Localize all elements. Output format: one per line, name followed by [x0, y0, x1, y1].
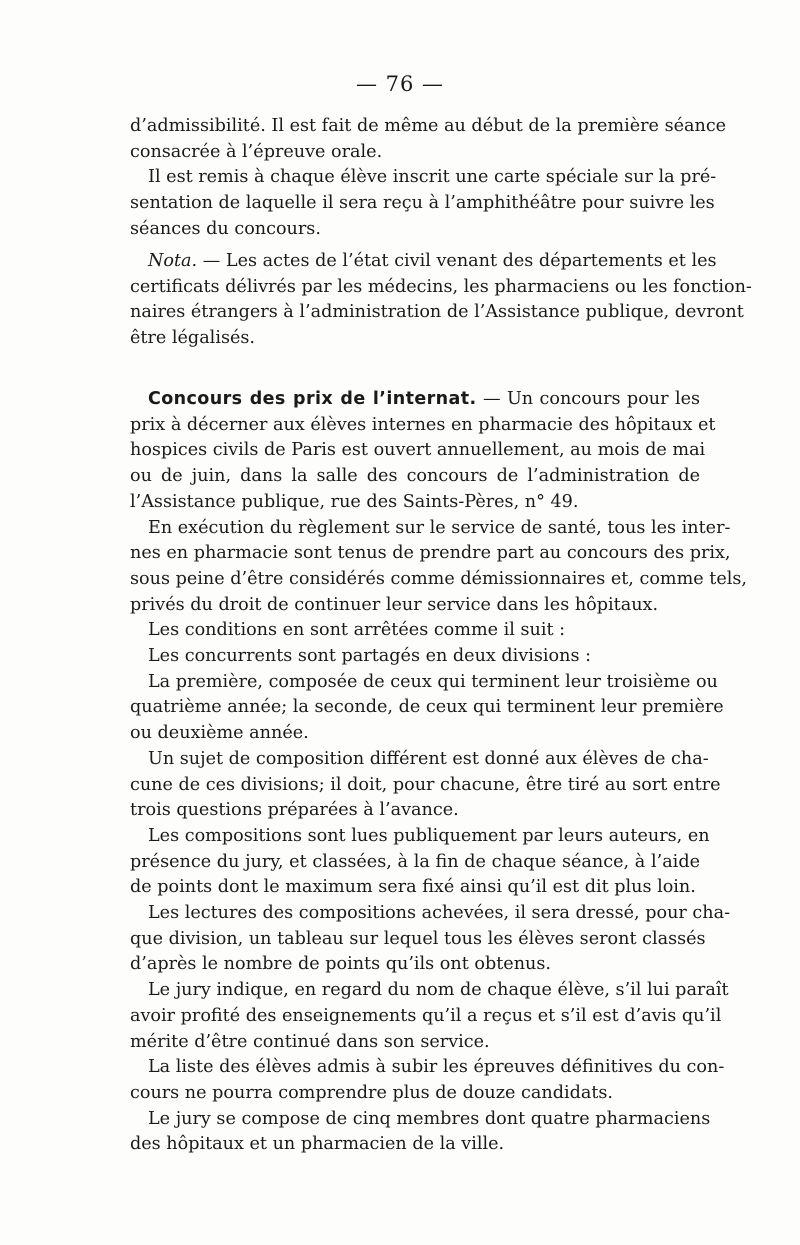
paragraph-admitted-list	[130, 1055, 725, 1106]
text-line: de points dont le maximum sera fixé ainsi qu’il est dit plus loin.	[130, 877, 696, 898]
text-line: trois questions préparées à l’avance.	[130, 800, 459, 821]
section-internat-prizes	[130, 387, 748, 1158]
text-line: quatrième année; la seconde, de ceux qui terminent leur première	[130, 697, 724, 718]
text-line: des hôpitaux et un pharmacien de la ville.	[130, 1134, 505, 1155]
text-line: être légalisés.	[130, 328, 256, 349]
text-line: prix à décerner aux élèves internes en pharmacie des hôpitaux et	[130, 414, 716, 435]
paragraph-reading	[130, 824, 710, 901]
text-line: sous peine d’être considérés comme démissionnaires et, comme tels,	[130, 568, 748, 589]
text-line: Les lectures des compositions achevées, il sera dressé, pour cha-	[148, 903, 731, 924]
text-line: Le jury se compose de cinq membres dont quatre pharmaciens	[148, 1108, 711, 1129]
text-line: Il est remis à chaque élève inscrit une carte spéciale sur la pré-	[148, 167, 717, 188]
paragraph-subject	[130, 747, 721, 824]
text-line: Les compositions sont lues publiquement par leurs auteurs, en	[148, 825, 710, 846]
paragraph-admissibility	[130, 114, 727, 165]
text-line: l’Assistance publique, rue des Saints-Pères, n° 49.	[130, 491, 579, 512]
text-line: hospices civils de Paris est ouvert annuellement, au mois de mai	[130, 440, 706, 461]
text-line: La première, composée de ceux qui terminent leur troisième ou	[148, 671, 718, 692]
text-line: avoir profité des enseignements qu’il a reçus et s’il est d’avis qu’il	[130, 1005, 722, 1026]
section-heading: Concours des prix de l’internat.	[148, 389, 477, 409]
paragraph-obligation	[130, 516, 748, 619]
nota-text	[130, 249, 752, 352]
text-line: Les concurrents sont partagés en deux divisions :	[148, 646, 592, 667]
text-line: nes en pharmacie sont tenus de prendre part au concours des prix,	[130, 543, 731, 564]
text-line: La liste des élèves admis à subir les épreuves définitives du con-	[148, 1057, 725, 1078]
text-line	[130, 387, 700, 413]
paragraph-intro	[130, 387, 716, 516]
text-line: Le jury indique, en regard du nom de chaque élève, s’il lui paraît	[148, 980, 729, 1001]
paragraph-ranking	[130, 901, 731, 978]
text-line	[130, 249, 717, 275]
text-line: présence du jury, et classées, à la fin de chaque séance, à l’aide	[130, 851, 700, 872]
text-line: En exécution du règlement sur le service de santé, tous les inter-	[148, 517, 731, 538]
paragraph-jury-opinion	[130, 978, 729, 1055]
paragraph-first-division	[130, 670, 724, 747]
text-line: d’admissibilité. Il est fait de même au début de la première séance	[130, 116, 727, 136]
text-line: privés du droit de continuer leur service dans les hôpitaux.	[130, 594, 659, 615]
paragraph-jury-composition	[130, 1107, 711, 1158]
heading-continuation: — Un concours pour les	[476, 389, 701, 409]
opening-text	[130, 114, 727, 243]
text-line: d’après le nombre de points qu’ils ont obtenus.	[130, 954, 552, 975]
text-line: naires étrangers à l’administration de l’Assistance publique, devront	[130, 302, 744, 323]
paragraph-card	[130, 165, 717, 242]
text-line: séances du concours.	[130, 218, 321, 239]
text-line: ou de juin, dans la salle des concours de l’administration de	[130, 466, 700, 487]
nota-label: Nota.	[148, 251, 198, 271]
text-line: ou deuxième année.	[130, 723, 309, 744]
text-line: consacrée à l’épreuve orale.	[130, 141, 383, 162]
text-line: Les conditions en sont arrêtées comme il suit :	[148, 620, 566, 641]
paragraph-divisions	[130, 644, 700, 670]
text-line: que division, un tableau sur lequel tous les élèves seront classés	[130, 928, 706, 949]
nota-first-line: — Les actes de l’état civil venant des départements et les	[197, 251, 717, 271]
text-line: cune de ces divisions; il doit, pour chacune, être tiré au sort entre	[130, 774, 721, 795]
text-line: mérite d’être continué dans son service.	[130, 1031, 490, 1052]
page-number: — 76 —	[355, 72, 445, 96]
text-line: Un sujet de composition différent est donné aux élèves de cha-	[148, 748, 709, 769]
nota-paragraph	[130, 249, 752, 352]
paragraph-conditions	[130, 618, 700, 644]
text-line: cours ne pourra comprendre plus de douze candidats.	[130, 1082, 614, 1103]
text-line: certificats délivrés par les médecins, les pharmaciens ou les fonction-	[130, 276, 752, 297]
text-line: sentation de laquelle il sera reçu à l’amphithéâtre pour suivre les	[130, 193, 715, 214]
